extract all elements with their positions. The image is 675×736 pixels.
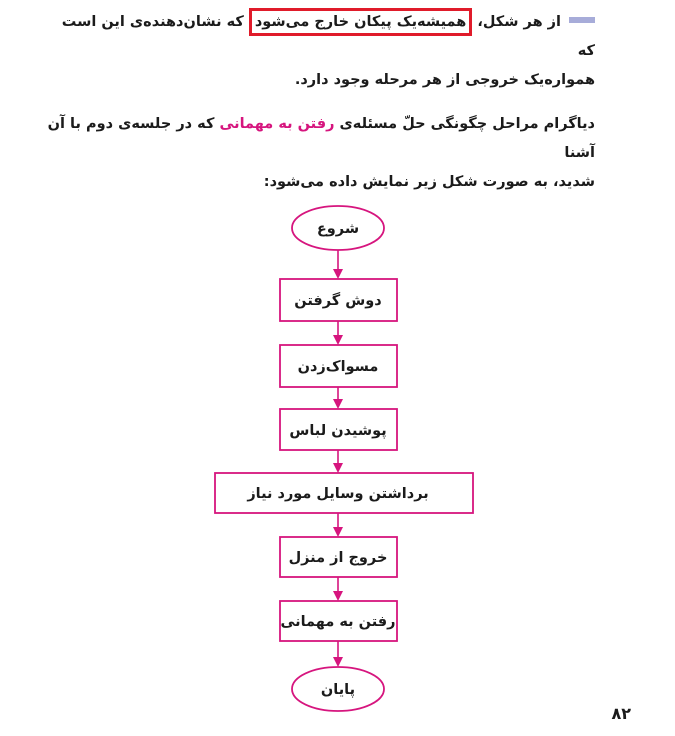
page-number: ۸۲ <box>611 704 631 723</box>
start-label: شروع <box>316 221 360 237</box>
paragraph-diagram-intro <box>40 110 595 197</box>
step-label: رفتن به مهمانی <box>280 614 396 630</box>
highlighted-phrase: همیشه‌یک پیکان خارج می‌شود <box>249 8 472 36</box>
para2-part2: که در جلسه‌ی دوم با آن آشنا <box>47 116 595 161</box>
step-label: پوشیدن لباس <box>289 423 387 439</box>
para2-line2: شدید، به صورت شکل زیر نمایش داده می‌شود: <box>263 174 595 190</box>
para2-part1: دیاگرام مراحل چگونگی حلّ مسئله‌ی <box>339 116 595 132</box>
step-label: مسواک‌زدن <box>297 359 379 375</box>
flowchart-diagram <box>0 195 675 720</box>
bullet-marker <box>569 17 595 23</box>
para1-line2: همواره‌یک خروجی از هر مرحله وجود دارد. <box>294 72 595 88</box>
step-label: خروج از منزل <box>288 550 388 566</box>
para2-emphasis: رفتن به مهمانی <box>219 116 335 132</box>
para1-prefix: از هر شکل، <box>477 14 561 30</box>
step-label: دوش گرفتن <box>294 293 382 309</box>
paragraph-output-rule <box>40 8 595 95</box>
step-label: برداشتن وسایل مورد نیاز <box>247 486 429 502</box>
para1-suffix: که نشان‌دهنده‌ی این است که <box>61 14 595 59</box>
end-label: پایان <box>320 682 356 698</box>
